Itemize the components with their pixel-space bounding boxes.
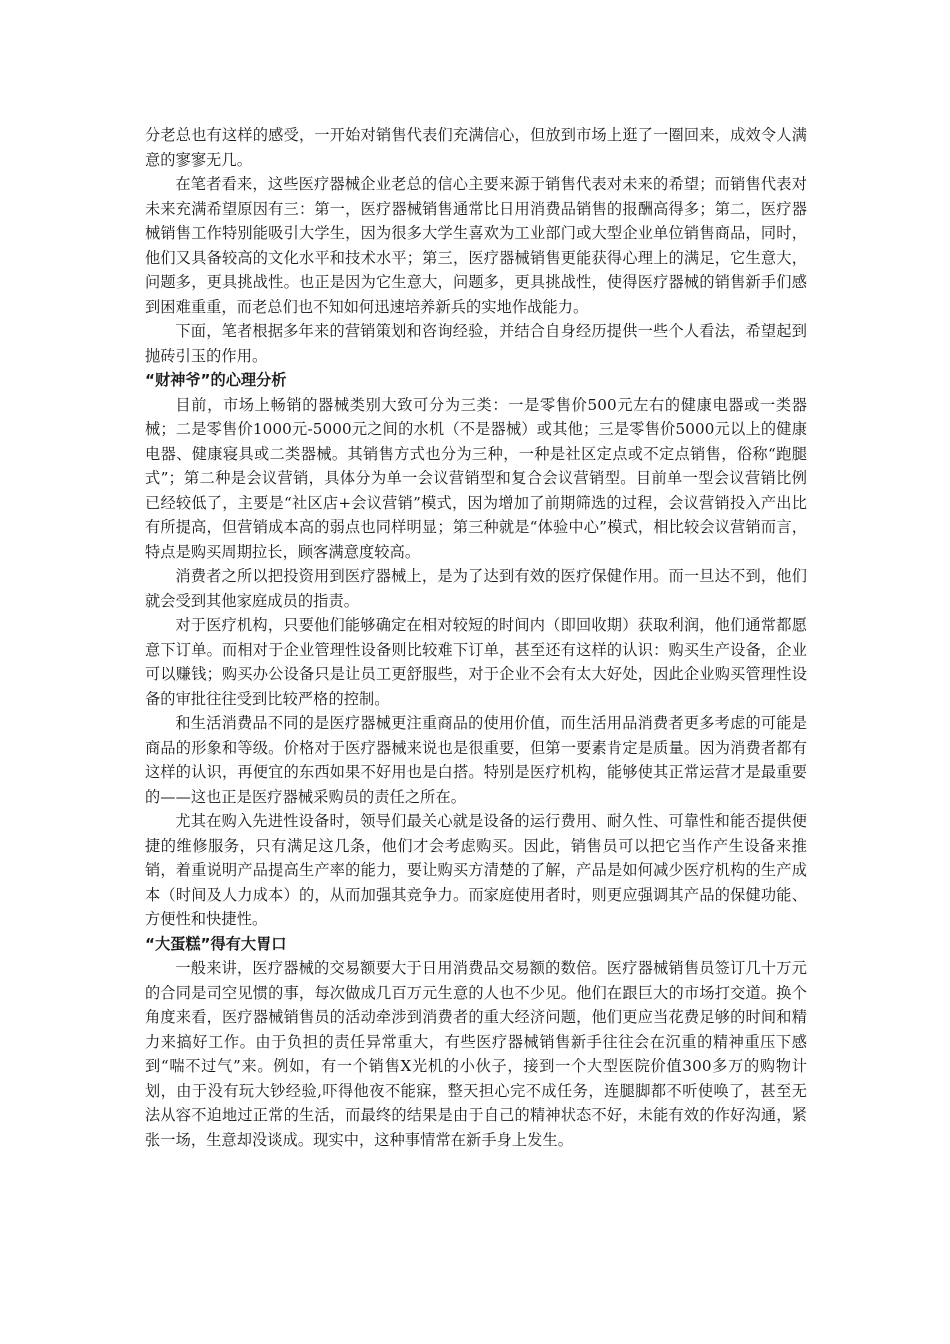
section2-paragraph-1: 一般来讲，医疗器械的交易额要大于日用消费品交易额的数倍。医疗器械销售员签订几十万元的合同是司空见惯的事，每次做成几百万元生意的人也不少见。他们在跟巨大的市场打交道。换个角度来看，医疗器械销售员的活动牵涉到消费者的重大经济问题，他们更应当花费足够的时间和精力来搞好工作。由于负担的责任异常重大，有些医疗器械销售新手往往会在沉重的精神重压下感到“喘不过气”来。例如，有一个销售X光机的小伙子，接到一个大型医院价值300多万的购物计划，由于没有玩大钞经验,吓得他夜不能寐，整天担心完不成任务，连腿脚都不听使唤了，甚至无法从容不迫地过正常的生活，而最终的结果是由于自己的精神状态不好，未能有效的作好沟通，紧张一场，生意却没谈成。现实中，这种事情常在新手身上发生。 <box>145 959 807 1149</box>
intro-paragraph-1: 分老总也有这样的感受，一开始对销售代表们充满信心，但放到市场上逛了一圈回来，成效令人满意的寥寥无几。 <box>145 126 807 169</box>
section1-paragraph-4: 和生活消费品不同的是医疗器械更注重商品的使用价值，而生活用品消费者更多考虑的可能是商品的形象和等级。价格对于医疗器械来说也是很重要，但第一要素肯定是质量。因为消费者都有这样的认识，再便宜的东西如果不好用也是白搭。特别是医疗机构，能够使其正常运营才是最重要的——这也正是医疗器械采购员的责任之所在。 <box>145 714 807 806</box>
section1-paragraph-1: 目前，市场上畅销的器械类别大致可分为三类：一是零售价500元左右的健康电器或一类器械；二是零售价1000元-5000元之间的水机（不是器械）或其他；三是零售价5000元以上的健康电器、健康寝具或二类器械。其销售方式也分为三种，一种是社区定点或不定点销售，俗称“跑腿式”；第二种是会议营销，具体分为单一会议营销型和复合会议营销型。目前单一型会议营销比例已经较低了，主要是“社区店+会议营销”模式，因为增加了前期筛选的过程，会议营销投入产出比有所提高，但营销成本高的弱点也同样明显；第三种就是“体验中心”模式，相比较会议营销而言，特点是购买周期拉长，顾客满意度较高。 <box>145 395 807 561</box>
section1-paragraph-2: 消费者之所以把投资用到医疗器械上，是为了达到有效的医疗保健作用。而一旦达不到，他们就会受到其他家庭成员的指责。 <box>145 567 807 610</box>
section-heading-big-cake: “大蛋糕”得有大胃口 <box>145 934 287 953</box>
section1-paragraph-3: 对于医疗机构，只要他们能够确定在相对较短的时间内（即回收期）获取利润，他们通常都愿意下订单。而相对于企业管理性设备则比较难下订单，甚至还有这样的认识：购买生产设备，企业可以赚钱；购买办公设备只是让员工更舒服些，对于企业不会有太大好处，因此企业购买管理性设备的审批往往受到比较严格的控制。 <box>145 616 807 708</box>
intro-paragraph-2: 在笔者看来，这些医疗器械企业老总的信心主要来源于销售代表对未来的希望；而销售代表对未来充满希望原因有三：第一，医疗器械销售通常比日用消费品销售的报酬高得多；第二，医疗器械销售工作特别能吸引大学生，因为很多大学生喜欢为工业部门或大型企业单位销售商品，同时，他们又具备较高的文化水平和技术水平；第三，医疗器械销售更能获得心理上的满足，它生意大，问题多，更具挑战性。也正是因为它生意大，问题多，更具挑战性，使得医疗器械的销售新手们感到困难重重，而老总们也不知如何迅速培养新兵的实地作战能力。 <box>145 175 807 316</box>
section1-paragraph-5: 尤其在购入先进性设备时，领导们最关心就是设备的运行费用、耐久性、可靠性和能否提供便捷的维修服务，只有满足这几条，他们才会考虑购买。因此，销售员可以把它当作产生设备来推销，着重说明产品提高生产率的能力，要让购买方清楚的了解，产品是如何减少医疗机构的生产成本（时间及人力成本）的，从而加强其竞争力。而家庭使用者时，则更应强调其产品的保健功能、方便性和快捷性。 <box>145 812 807 928</box>
document-page <box>145 123 807 1152</box>
intro-paragraph-3: 下面，笔者根据多年来的营销策划和咨询经验，并结合自身经历提供一些个人看法，希望起到抛砖引玉的作用。 <box>145 322 807 365</box>
section-heading-psychology: “财神爷”的心理分析 <box>145 371 287 389</box>
